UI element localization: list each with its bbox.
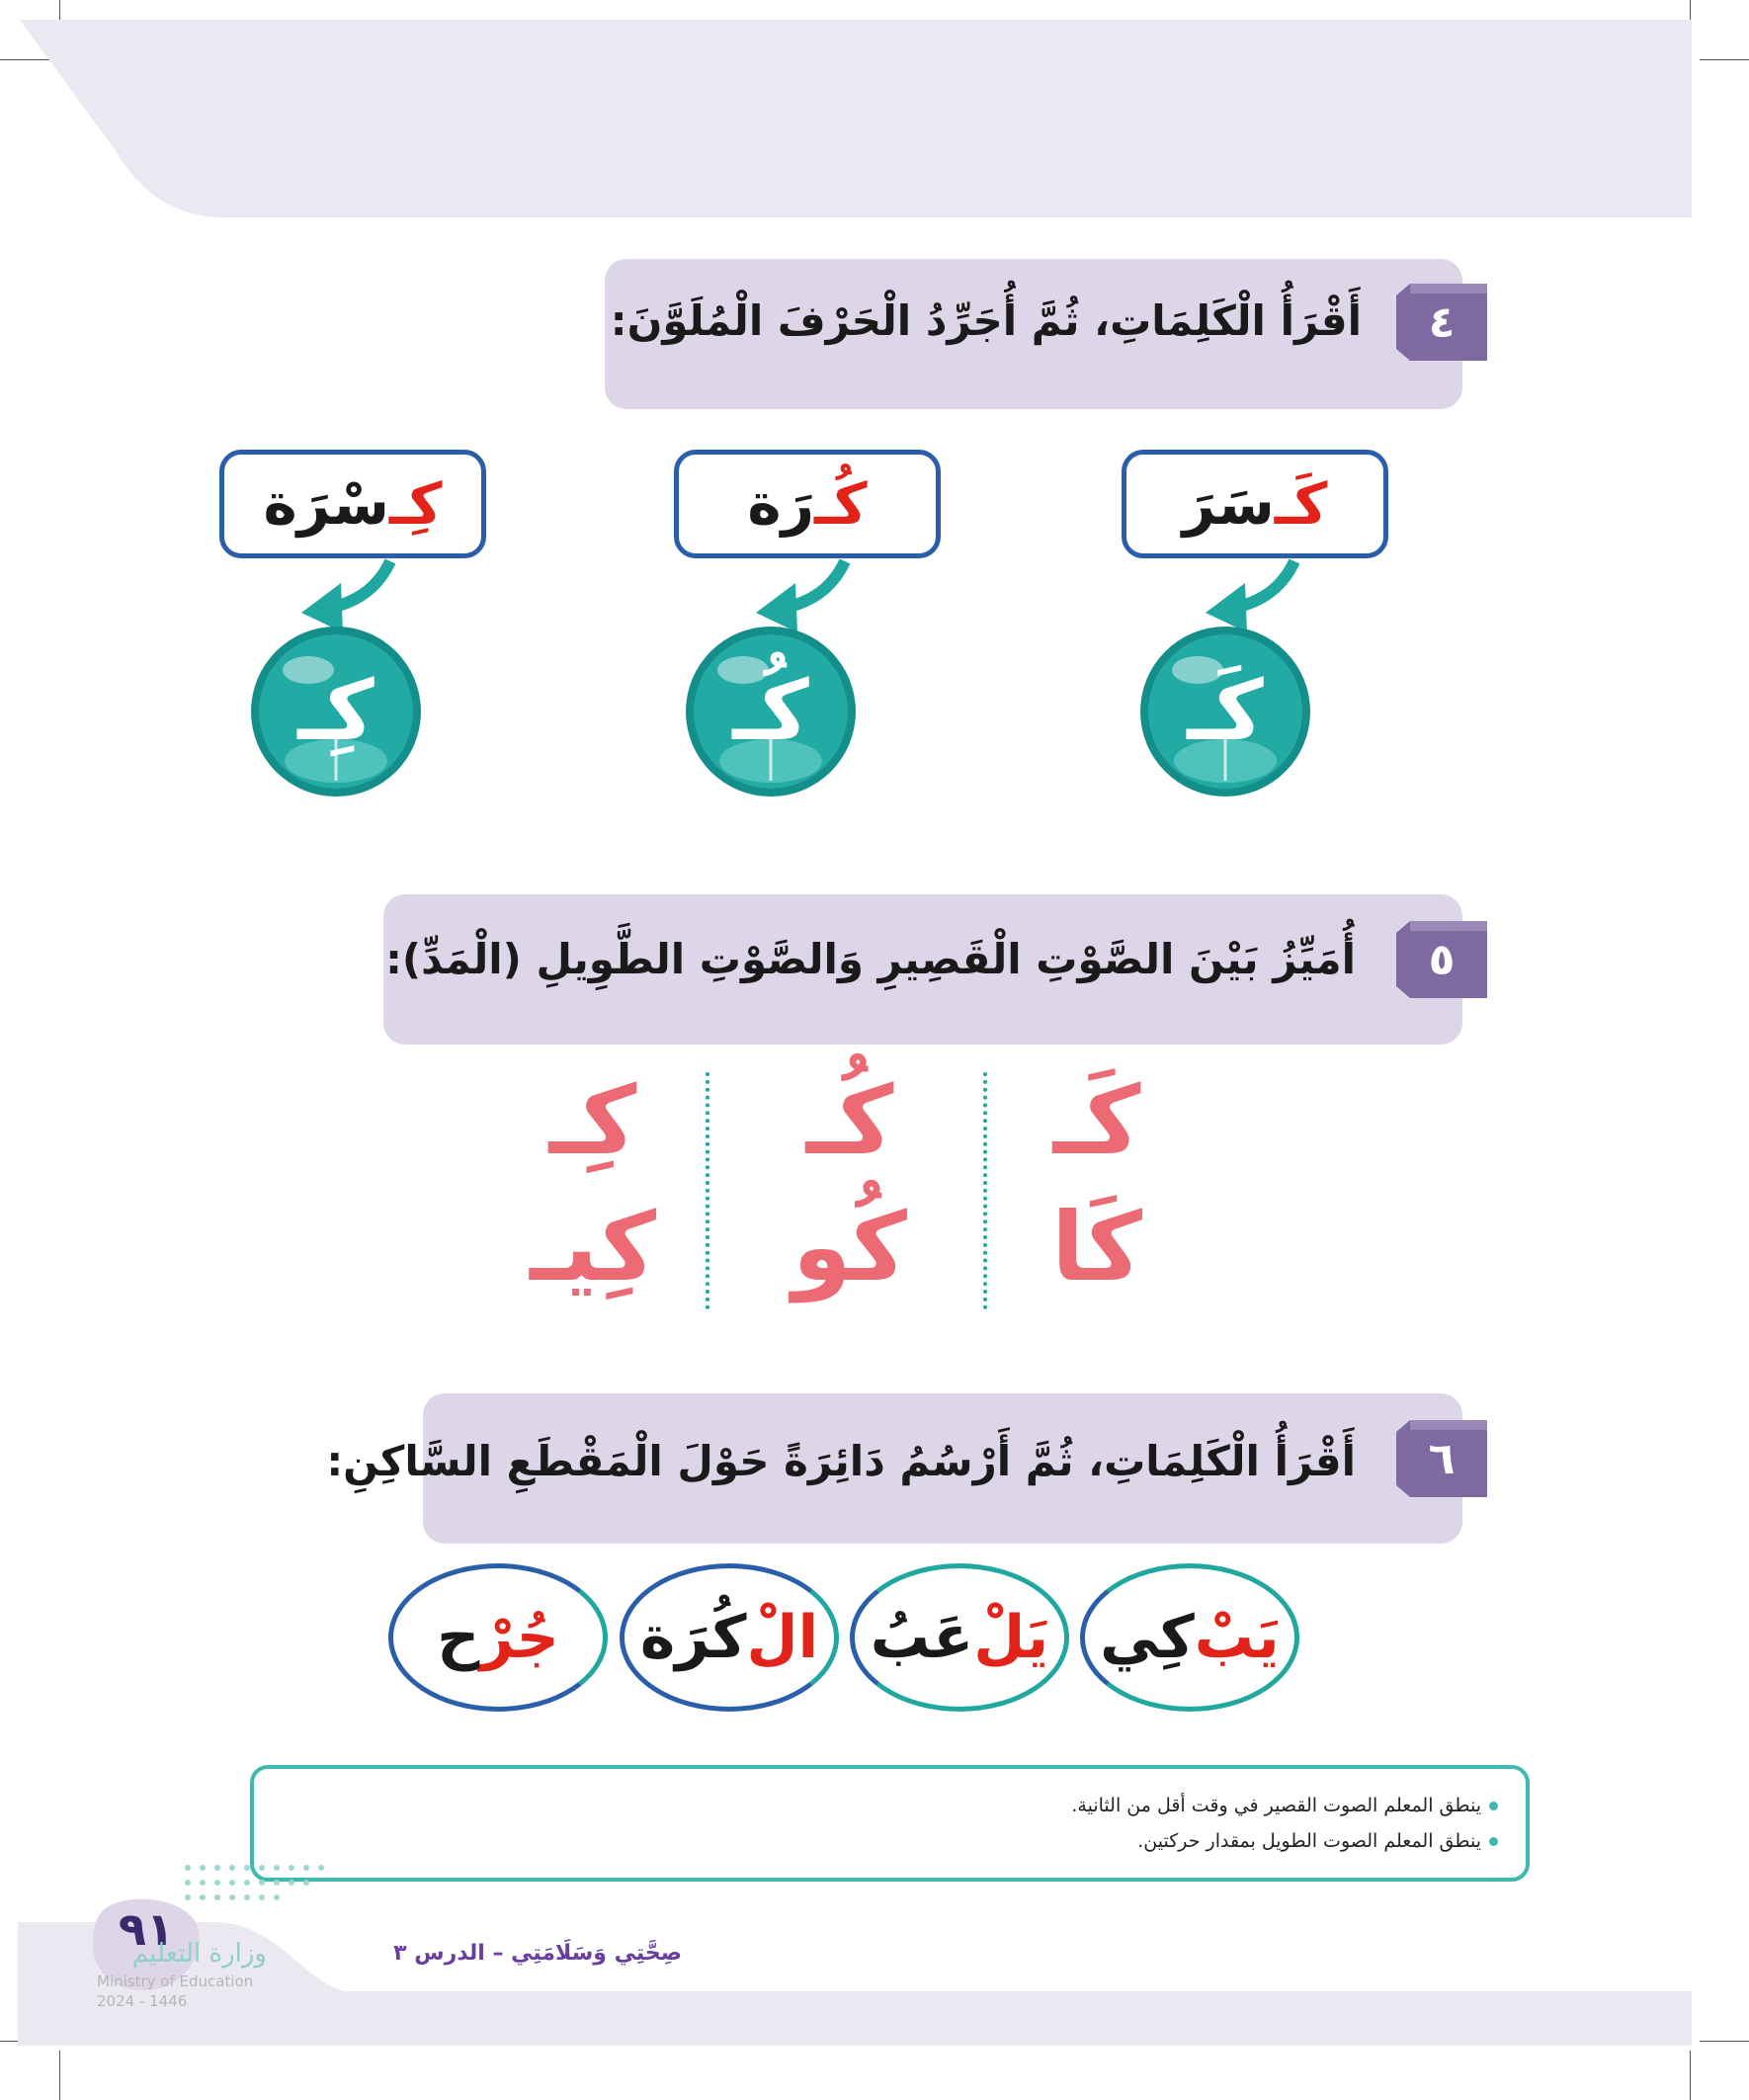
long-sound-alif: كَا (1051, 1192, 1142, 1302)
section5-title: أُمَيِّزُ بَيْنَ الصَّوْتِ الْقَصِيرِ وَالصَّوْتِ الطَّوِيلِ (الْمَدِّ): (385, 935, 1356, 983)
long-sound-waw: كُو (791, 1192, 907, 1302)
crop-mark (59, 2051, 60, 2100)
crop-mark (1700, 2041, 1749, 2042)
word-box-kasar: كَـ سَرَ (1122, 450, 1388, 558)
long-sound-ya: كِيـ (530, 1192, 656, 1302)
word-oval-jurh[interactable]: جُرْ ح (388, 1563, 608, 1712)
word-box-kasra: كِـ سْرَة (219, 450, 486, 558)
crop-mark (1700, 59, 1749, 60)
dotted-divider (983, 1072, 987, 1309)
top-decorative-band (20, 20, 1692, 217)
section4-number: ٤ (1428, 296, 1456, 348)
bullet-icon (1489, 1802, 1498, 1810)
page-number: ٩١ (118, 1902, 175, 1956)
section5-number: ٥ (1428, 934, 1456, 985)
ministry-name-ar: وزارة التعليم (131, 1939, 267, 1969)
teacher-notes-box (250, 1765, 1530, 1882)
ministry-name-en: Ministry of Education (97, 1973, 254, 1990)
short-sound-fatha: كَـ (1052, 1065, 1141, 1176)
short-sound-kasra: كِـ (548, 1065, 637, 1176)
teacher-note: ينطق المعلم الصوت الطويل بمقدار حركتين. (1137, 1830, 1498, 1852)
word-box-kura: كُـ رَة (674, 450, 941, 558)
letter-ball-fatha: كَـ (1136, 623, 1314, 800)
letter-ball-damma: كُـ (682, 623, 860, 800)
dotted-divider (706, 1072, 709, 1309)
crop-mark (1690, 2051, 1691, 2100)
section6-number: ٦ (1428, 1433, 1456, 1484)
bullet-icon (1489, 1837, 1498, 1846)
letter-ball-kasra: كِـ (247, 623, 425, 800)
teacher-note: ينطق المعلم الصوت القصير في وقت أقل من الثانية. (1071, 1795, 1498, 1816)
word-oval-alkura[interactable]: الْ كُرَة (620, 1563, 839, 1712)
section6-title: أَقْرَأُ الْكَلِمَاتِ، ثُمَّ أَرْسُمُ دَائِرَةً حَوْلَ الْمَقْطَعِ السَّاكِنِ: (326, 1437, 1356, 1485)
edition-year: 2024 - 1446 (97, 1992, 188, 2010)
short-sound-damma: كُـ (805, 1065, 894, 1176)
word-oval-yabki[interactable]: يَبْ كِي (1080, 1563, 1299, 1712)
word-oval-yalab[interactable]: يَلْ عَبُ (850, 1563, 1069, 1712)
section4-title: أَقْرَأُ الْكَلِمَاتِ، ثُمَّ أُجَرِّدُ الْحَرْفَ الْمُلَوَّنَ: (610, 296, 1362, 345)
footer-lesson-title: صِحَّتِي وَسَلَامَتِي – الدرس ٣ (393, 1941, 682, 1966)
